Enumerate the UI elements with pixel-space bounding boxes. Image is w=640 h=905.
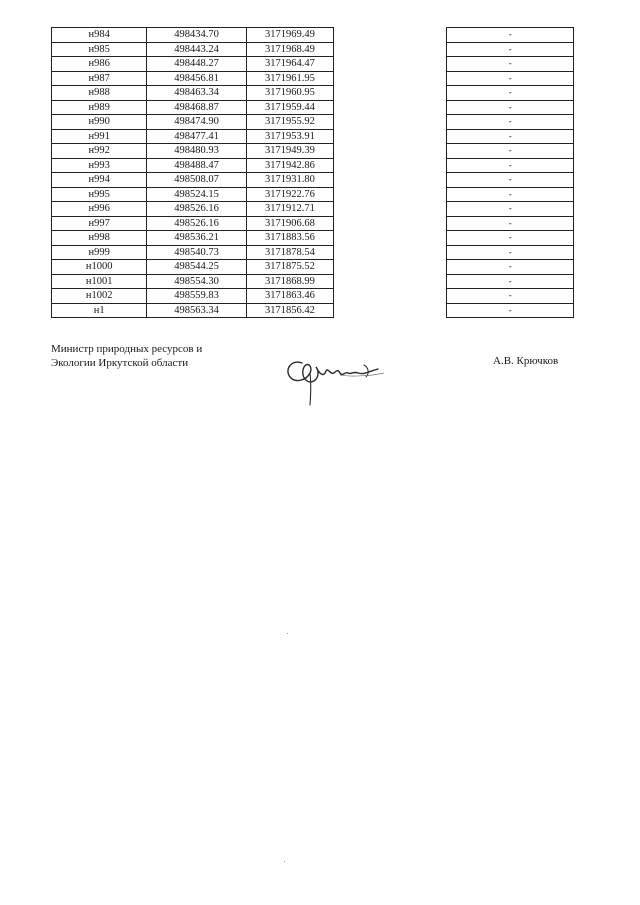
note-cell: - bbox=[447, 173, 574, 188]
note-cell: - bbox=[447, 202, 574, 217]
note-cell: - bbox=[447, 158, 574, 173]
coordinates-table-body bbox=[52, 28, 574, 318]
point-cell: н999 bbox=[52, 245, 147, 260]
x-coordinate-cell: 498474.90 bbox=[147, 115, 246, 130]
empty-cell bbox=[334, 216, 447, 231]
empty-cell bbox=[334, 173, 447, 188]
empty-cell bbox=[334, 129, 447, 144]
y-coordinate-cell: 3171856.42 bbox=[246, 303, 333, 318]
signatory-title-line-2: Экологии Иркутской области bbox=[51, 357, 189, 369]
scan-speck bbox=[284, 861, 285, 862]
table-row bbox=[52, 86, 574, 101]
point-cell: н991 bbox=[52, 129, 147, 144]
empty-cell bbox=[334, 57, 447, 72]
y-coordinate-cell: 3171878.54 bbox=[246, 245, 333, 260]
point-cell: н1002 bbox=[52, 289, 147, 304]
y-coordinate-cell: 3171961.95 bbox=[246, 71, 333, 86]
table-row bbox=[52, 158, 574, 173]
point-cell: н1 bbox=[52, 303, 147, 318]
note-cell: - bbox=[447, 86, 574, 101]
point-cell: н1001 bbox=[52, 274, 147, 289]
y-coordinate-cell: 3171953.91 bbox=[246, 129, 333, 144]
point-cell: н985 bbox=[52, 42, 147, 57]
table-row bbox=[52, 274, 574, 289]
empty-cell bbox=[334, 42, 447, 57]
empty-cell bbox=[334, 245, 447, 260]
y-coordinate-cell: 3171912.71 bbox=[246, 202, 333, 217]
y-coordinate-cell: 3171964.47 bbox=[246, 57, 333, 72]
table-row bbox=[52, 115, 574, 130]
table-row bbox=[52, 28, 574, 43]
empty-cell bbox=[334, 71, 447, 86]
y-coordinate-cell: 3171875.52 bbox=[246, 260, 333, 275]
table-row bbox=[52, 260, 574, 275]
table-row bbox=[52, 100, 574, 115]
x-coordinate-cell: 498434.70 bbox=[147, 28, 246, 43]
note-cell: - bbox=[447, 274, 574, 289]
empty-cell bbox=[334, 144, 447, 159]
table-row bbox=[52, 129, 574, 144]
handwritten-signature bbox=[280, 345, 390, 410]
y-coordinate-cell: 3171863.46 bbox=[246, 289, 333, 304]
signatory-title-line-1: Министр природных ресурсов и bbox=[51, 343, 203, 355]
point-cell: н997 bbox=[52, 216, 147, 231]
note-cell: - bbox=[447, 28, 574, 43]
point-cell: н990 bbox=[52, 115, 147, 130]
y-coordinate-cell: 3171969.49 bbox=[246, 28, 333, 43]
x-coordinate-cell: 498477.41 bbox=[147, 129, 246, 144]
x-coordinate-cell: 498448.27 bbox=[147, 57, 246, 72]
signatory-name: А.В. Крючков bbox=[493, 355, 559, 367]
note-cell: - bbox=[447, 115, 574, 130]
x-coordinate-cell: 498526.16 bbox=[147, 216, 246, 231]
y-coordinate-cell: 3171960.95 bbox=[246, 86, 333, 101]
x-coordinate-cell: 498480.93 bbox=[147, 144, 246, 159]
point-cell: н989 bbox=[52, 100, 147, 115]
note-cell: - bbox=[447, 71, 574, 86]
x-coordinate-cell: 498488.47 bbox=[147, 158, 246, 173]
table-row bbox=[52, 57, 574, 72]
table-row bbox=[52, 245, 574, 260]
table-row bbox=[52, 216, 574, 231]
point-cell: н984 bbox=[52, 28, 147, 43]
x-coordinate-cell: 498526.16 bbox=[147, 202, 246, 217]
empty-cell bbox=[334, 115, 447, 130]
x-coordinate-cell: 498463.34 bbox=[147, 86, 246, 101]
table-row bbox=[52, 173, 574, 188]
point-cell: н992 bbox=[52, 144, 147, 159]
note-cell: - bbox=[447, 289, 574, 304]
note-cell: - bbox=[447, 100, 574, 115]
x-coordinate-cell: 498468.87 bbox=[147, 100, 246, 115]
y-coordinate-cell: 3171968.49 bbox=[246, 42, 333, 57]
point-cell: н996 bbox=[52, 202, 147, 217]
empty-cell bbox=[334, 202, 447, 217]
x-coordinate-cell: 498544.25 bbox=[147, 260, 246, 275]
y-coordinate-cell: 3171931.80 bbox=[246, 173, 333, 188]
empty-cell bbox=[334, 274, 447, 289]
note-cell: - bbox=[447, 216, 574, 231]
point-cell: н993 bbox=[52, 158, 147, 173]
table-row bbox=[52, 289, 574, 304]
table-row bbox=[52, 231, 574, 246]
note-cell: - bbox=[447, 187, 574, 202]
table-row bbox=[52, 42, 574, 57]
note-cell: - bbox=[447, 260, 574, 275]
x-coordinate-cell: 498456.81 bbox=[147, 71, 246, 86]
empty-cell bbox=[334, 100, 447, 115]
y-coordinate-cell: 3171922.76 bbox=[246, 187, 333, 202]
table-row bbox=[52, 303, 574, 318]
empty-cell bbox=[334, 303, 447, 318]
point-cell: н998 bbox=[52, 231, 147, 246]
note-cell: - bbox=[447, 303, 574, 318]
point-cell: н988 bbox=[52, 86, 147, 101]
scan-speck bbox=[287, 633, 288, 634]
x-coordinate-cell: 498536.21 bbox=[147, 231, 246, 246]
y-coordinate-cell: 3171959.44 bbox=[246, 100, 333, 115]
empty-cell bbox=[334, 86, 447, 101]
x-coordinate-cell: 498559.83 bbox=[147, 289, 246, 304]
x-coordinate-cell: 498554.30 bbox=[147, 274, 246, 289]
note-cell: - bbox=[447, 231, 574, 246]
x-coordinate-cell: 498443.24 bbox=[147, 42, 246, 57]
point-cell: н987 bbox=[52, 71, 147, 86]
x-coordinate-cell: 498508.07 bbox=[147, 173, 246, 188]
y-coordinate-cell: 3171868.99 bbox=[246, 274, 333, 289]
y-coordinate-cell: 3171949.39 bbox=[246, 144, 333, 159]
table-row bbox=[52, 144, 574, 159]
y-coordinate-cell: 3171883.56 bbox=[246, 231, 333, 246]
empty-cell bbox=[334, 28, 447, 43]
y-coordinate-cell: 3171955.92 bbox=[246, 115, 333, 130]
point-cell: н995 bbox=[52, 187, 147, 202]
x-coordinate-cell: 498563.34 bbox=[147, 303, 246, 318]
point-cell: н994 bbox=[52, 173, 147, 188]
note-cell: - bbox=[447, 144, 574, 159]
y-coordinate-cell: 3171942.86 bbox=[246, 158, 333, 173]
point-cell: н986 bbox=[52, 57, 147, 72]
note-cell: - bbox=[447, 129, 574, 144]
empty-cell bbox=[334, 231, 447, 246]
point-cell: н1000 bbox=[52, 260, 147, 275]
table-row bbox=[52, 187, 574, 202]
y-coordinate-cell: 3171906.68 bbox=[246, 216, 333, 231]
x-coordinate-cell: 498540.73 bbox=[147, 245, 246, 260]
coordinates-table bbox=[51, 27, 574, 318]
x-coordinate-cell: 498524.15 bbox=[147, 187, 246, 202]
signatory-title bbox=[51, 342, 202, 370]
empty-cell bbox=[334, 187, 447, 202]
empty-cell bbox=[334, 289, 447, 304]
table-row bbox=[52, 71, 574, 86]
empty-cell bbox=[334, 260, 447, 275]
note-cell: - bbox=[447, 42, 574, 57]
note-cell: - bbox=[447, 57, 574, 72]
empty-cell bbox=[334, 158, 447, 173]
table-row bbox=[52, 202, 574, 217]
note-cell: - bbox=[447, 245, 574, 260]
